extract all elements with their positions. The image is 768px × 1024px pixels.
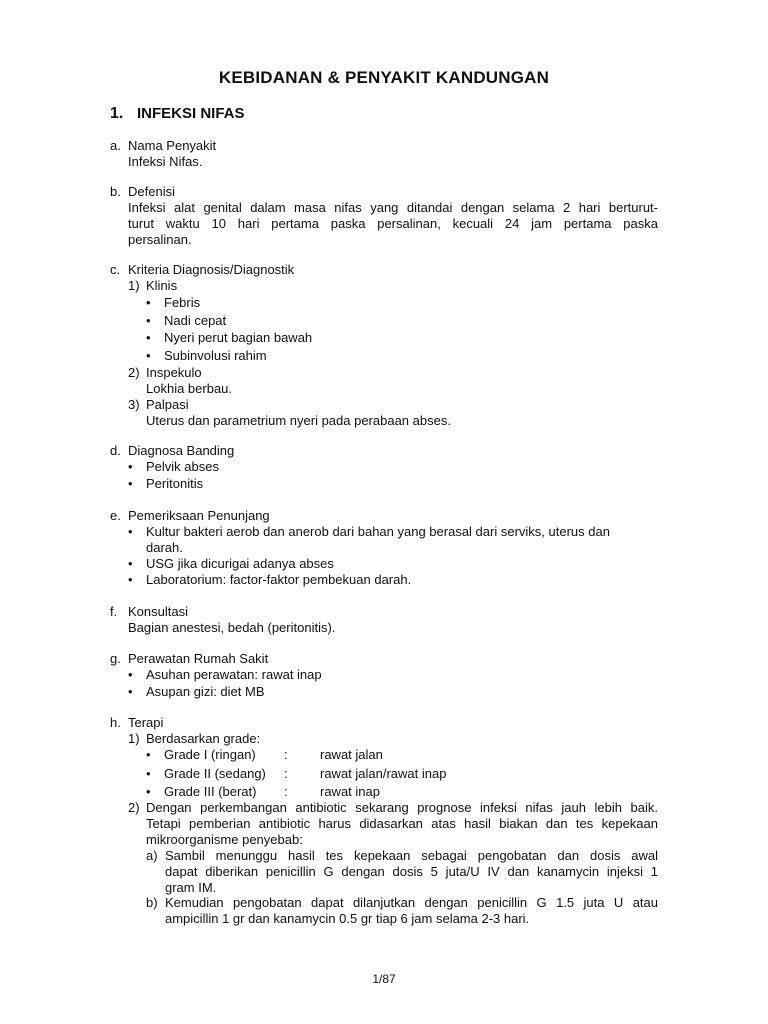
bullet-icon: • — [146, 766, 151, 781]
grade-separator: : — [284, 766, 288, 781]
item-h-sub2b-line-1: Kemudian pengobatan dapat dilanjutkan dengan penicillin G 1.5 juta U atau — [165, 895, 658, 910]
item-b-line-2: turut waktu 10 hari pertama paska persalinan, kecuali 24 jam pertama paska — [128, 216, 658, 231]
grade-name: Grade II (sedang) — [164, 766, 266, 781]
item-e-heading: Pemeriksaan Penunjang — [128, 508, 270, 523]
item-b-line-3: persalinan. — [128, 232, 192, 247]
list-item: • Subinvolusi rahim — [146, 348, 267, 363]
item-a-text: Infeksi Nifas. — [128, 154, 203, 169]
bullet-icon: • — [128, 572, 133, 587]
item-h-sub1-heading: Berdasarkan grade: — [146, 731, 261, 746]
list-item-continuation: darah. — [146, 540, 183, 555]
item-g-label: g. — [110, 651, 121, 666]
item-c-sub1-heading: Klinis — [146, 278, 178, 293]
list-item: • Laboratorium: factor-faktor pembekuan darah. — [128, 572, 412, 587]
item-c-sub3-label: 3) — [128, 397, 140, 412]
item-f-heading: Konsultasi — [128, 604, 188, 619]
bullet-icon: • — [128, 556, 133, 571]
grade-row — [146, 747, 256, 763]
item-h-heading: Terapi — [128, 715, 164, 730]
item-h-sub1-label: 1) — [128, 731, 140, 746]
item-h-sub2-line-3: mikroorganisme penyebab: — [146, 832, 303, 847]
grade-name: Grade I (ringan) — [164, 747, 256, 762]
item-h-label: h. — [110, 715, 121, 730]
item-h-sub2a-line-2: dapat diberikan penicillin G dengan dosis 5 juta/U IV dan kanamycin injeksi 1 — [165, 864, 658, 879]
grade-separator: : — [284, 747, 288, 762]
list-item: • Peritonitis — [128, 476, 204, 491]
item-a-heading: Nama Penyakit — [128, 138, 217, 153]
bullet-icon: • — [146, 295, 151, 310]
grade-name: Grade III (berat) — [164, 784, 257, 799]
bullet-icon: • — [128, 476, 133, 491]
item-h-sub2-line-1: Dengan perkembangan antibiotic sekarang prognose infeksi nifas jauh lebih baik. — [146, 800, 658, 815]
bullet-icon: • — [146, 330, 151, 345]
bullet-icon: • — [128, 667, 133, 682]
section-number: 1. — [110, 105, 124, 122]
grade-row — [146, 784, 256, 800]
item-h-sub2b-line-2: ampicillin 1 gr dan kanamycin 0.5 gr tiap 6 jam selama 2-3 hari. — [165, 911, 530, 926]
item-c-heading: Kriteria Diagnosis/Diagnostik — [128, 262, 295, 277]
section-title: INFEKSI NIFAS — [137, 105, 245, 122]
item-h-sub2a-line-1: Sambil menunggu hasil tes kepekaan sebagai pengobatan dan dosis awal — [165, 848, 658, 863]
item-h-sub2-line-2: Tetapi pemberian antibiotic harus didasarkan atas hasil biakan dan tes kepekaan — [146, 816, 658, 831]
bullet-icon: • — [146, 313, 151, 328]
item-b-heading: Defenisi — [128, 184, 175, 199]
item-e-label: e. — [110, 508, 121, 523]
item-g-heading: Perawatan Rumah Sakit — [128, 651, 269, 666]
grade-value: rawat jalan — [320, 747, 383, 762]
item-h-sub2-label: 2) — [128, 800, 140, 815]
item-b-label: b. — [110, 184, 121, 199]
item-c-sub1-label: 1) — [128, 278, 140, 293]
bullet-icon: • — [146, 784, 151, 799]
item-a-label: a. — [110, 138, 121, 153]
item-f-text: Bagian anestesi, bedah (peritonitis). — [128, 620, 336, 635]
item-c-label: c. — [110, 262, 121, 277]
item-c-sub3-heading: Palpasi — [146, 397, 189, 412]
bullet-icon: • — [128, 684, 133, 699]
grade-value: rawat jalan/rawat inap — [320, 766, 447, 781]
bullet-icon: • — [128, 524, 133, 539]
section-heading — [110, 105, 245, 123]
item-h-sub2b-label: b) — [146, 895, 158, 910]
item-c-sub2-label: 2) — [128, 365, 140, 380]
list-item: • Pelvik abses — [128, 459, 219, 474]
item-d-heading: Diagnosa Banding — [128, 443, 235, 458]
bullet-icon: • — [128, 459, 133, 474]
bullet-icon: • — [146, 348, 151, 363]
item-d-label: d. — [110, 443, 121, 458]
list-item: • Nadi cepat — [146, 313, 227, 328]
item-f-label: f. — [110, 604, 118, 619]
page-indicator: 1/87 — [372, 972, 396, 986]
list-item: • Asupan gizi: diet MB — [128, 684, 265, 699]
list-item: • Kultur bakteri aerob dan anerob dari bahan yang berasal dari serviks, uterus dan — [128, 524, 610, 539]
bullet-icon: • — [146, 747, 151, 762]
item-h-sub2a-label: a) — [146, 848, 158, 863]
list-item: • USG jika dicurigai adanya abses — [128, 556, 334, 571]
list-item: • Nyeri perut bagian bawah — [146, 330, 313, 345]
grade-value: rawat inap — [320, 784, 380, 799]
document-title: KEBIDANAN & PENYAKIT KANDUNGAN — [218, 68, 550, 87]
grade-row — [146, 766, 266, 782]
item-c-sub2-heading: Inspekulo — [146, 365, 202, 380]
grade-separator: : — [284, 784, 288, 799]
list-item: • Asuhan perawatan: rawat inap — [128, 667, 322, 682]
item-c-sub3-text: Uterus dan parametrium nyeri pada perabaan abses. — [146, 413, 451, 428]
item-c-sub2-text: Lokhia berbau. — [146, 381, 233, 396]
list-item: • Febris — [146, 295, 201, 310]
item-h-sub2a-line-3: gram IM. — [165, 880, 217, 895]
item-b-line-1: Infeksi alat genital dalam masa nifas yang ditandai dengan selama 2 hari berturut- — [128, 200, 658, 215]
